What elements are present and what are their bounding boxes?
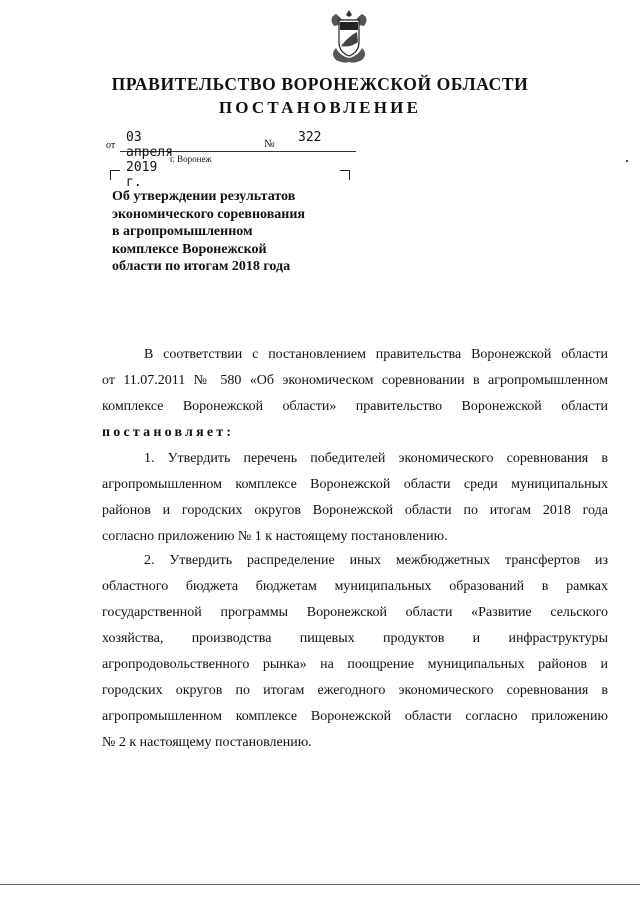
item-1-paragraph (102, 446, 608, 550)
item-2-line: агропромышленном комплексе Воронежской области согласно приложению (102, 709, 608, 724)
item-1-line: 1. Утвердить перечень победителей экономического соревнования в (144, 451, 608, 466)
item-2-line: хозяйства, производства пищевых продуктов и инфраструктуры (102, 631, 608, 646)
number-underline (282, 151, 352, 152)
date-from-label: от (106, 140, 116, 151)
document-type-title: ПОСТАНОВЛЕНИЕ (218, 98, 422, 117)
subject-bracket-right (340, 170, 350, 180)
decree-word: постановляет: (102, 425, 235, 440)
item-2-paragraph (102, 548, 608, 756)
page-bottom-rule (0, 884, 640, 885)
government-title: ПРАВИТЕЛЬСТВО ВОРОНЕЖСКОЙ ОБЛАСТИ (111, 74, 529, 94)
document-number: 322 (298, 130, 322, 145)
subject-bracket-left (110, 170, 120, 180)
scan-speck (626, 160, 628, 162)
document-city: г. Воронеж (170, 154, 212, 164)
preamble-line: от 11.07.2011 № 580 «Об экономическом соревновании в агропромышленном (102, 373, 608, 388)
item-2-line: 2. Утвердить распределение иных межбюджетных трансфертов из (144, 553, 608, 568)
document-date: 03 апреля 2019 г. (126, 130, 173, 190)
item-1-line: районов и городских округов Воронежской области по итогам 2018 года (102, 503, 608, 518)
item-2-line: областного бюджета бюджетам муниципальных образований в рамках (102, 579, 608, 594)
item-2-line: государственной программы Воронежской области «Развитие сельского (102, 605, 608, 620)
item-2-line: городских округов по итогам ежегодного экономического соревнования в (102, 683, 608, 698)
preamble-line: В соответствии с постановлением правительства Воронежской области (144, 347, 608, 362)
item-1-line: агропромышленном комплексе Воронежской области среди муниципальных (102, 477, 608, 492)
document-subject: Об утверждении результатов экономического соревнования в агропромышленном комплексе Воронежской области по итогам 2018 года (112, 189, 305, 274)
item-2-line: агропродовольственного рынка» на поощрение муниципальных районов и (102, 657, 608, 672)
preamble-paragraph (102, 342, 608, 446)
item-2-line: № 2 к настоящему постановлению. (102, 735, 312, 750)
number-label: № (264, 138, 275, 150)
item-1-line: согласно приложению № 1 к настоящему постановлению. (102, 529, 448, 544)
preamble-line: комплексе Воронежской области» правительство Воронежской области (102, 399, 608, 414)
coat-of-arms-emblem (326, 8, 372, 64)
